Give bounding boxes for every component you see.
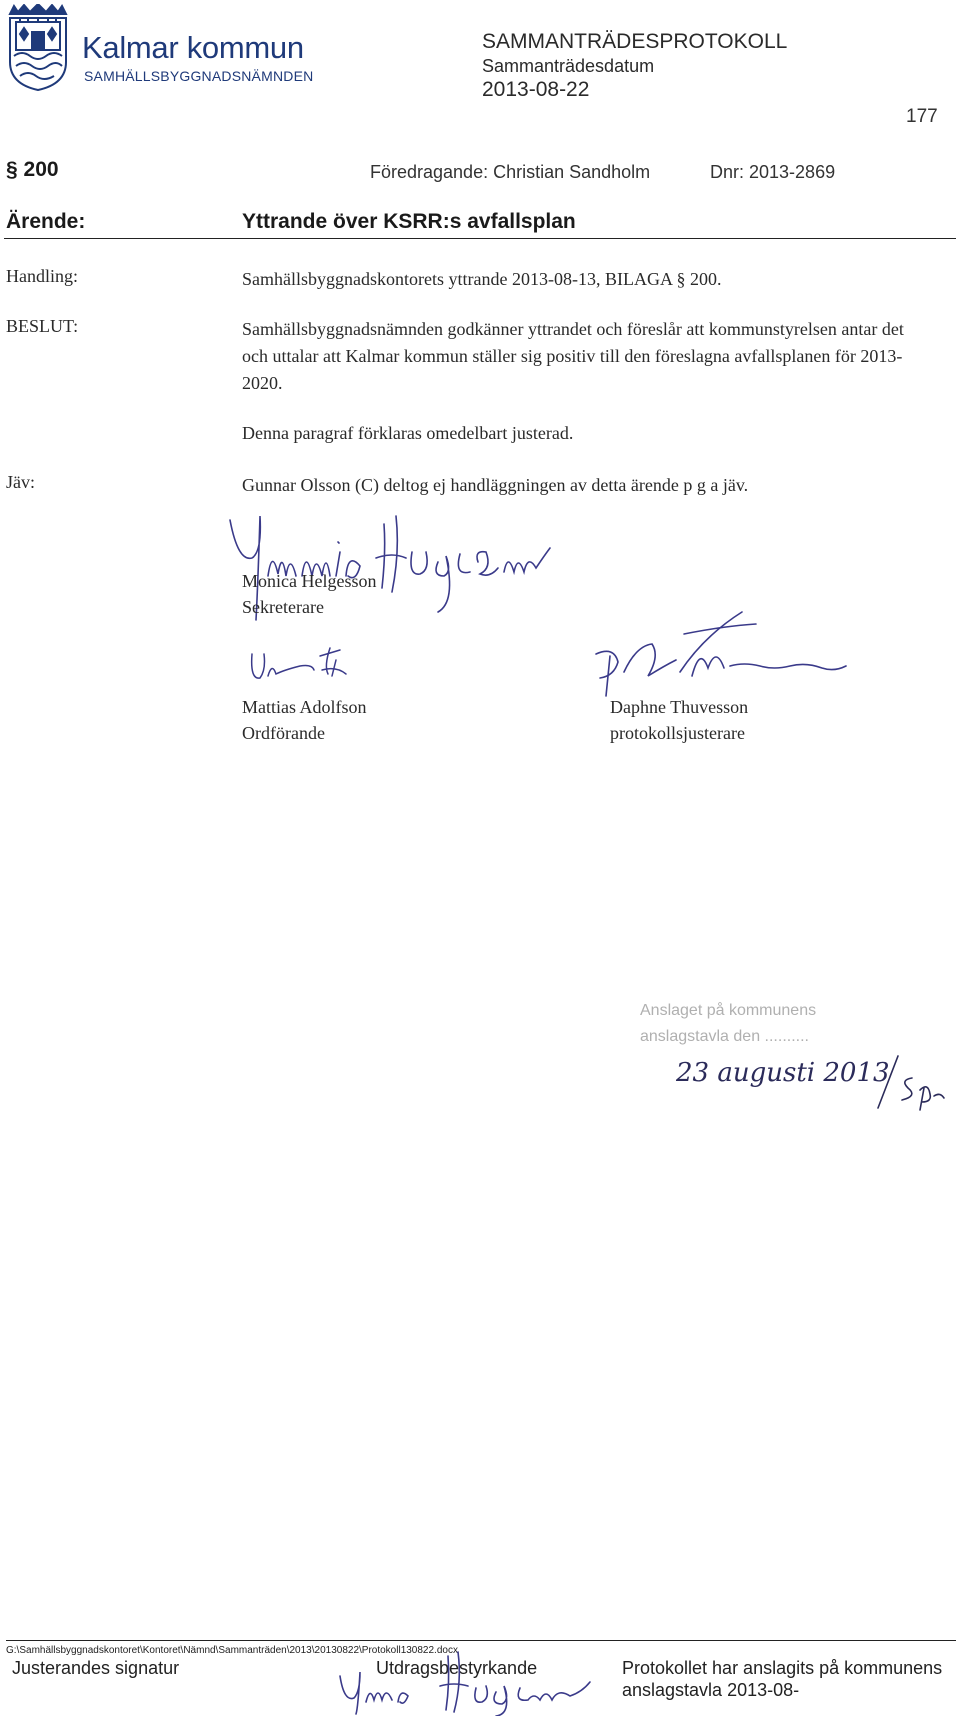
stamp-initials-signature — [872, 1052, 948, 1112]
adjuster-block — [610, 694, 748, 746]
stamp-handwritten-date: 23 augusti 2013 — [676, 1058, 890, 1088]
secretary-name: Monica Helgesson — [242, 571, 377, 591]
paragraph-number: § 200 — [6, 158, 59, 181]
stamp-line-1: Anslaget på kommunens — [640, 1002, 817, 1019]
jav-text: Gunnar Olsson (C) deltog ej handläggningen av detta ärende p g a jäv. — [242, 475, 749, 495]
beslut-label: BESLUT: — [6, 316, 79, 336]
stamp-line-2: anslagstavla den .......... — [640, 1028, 809, 1045]
arende-underline — [4, 238, 956, 239]
document-type: SAMMANTRÄDESPROTOKOLL — [482, 30, 788, 53]
beslut-text: Samhällsbyggnadsnämnden godkänner yttrandet och föreslår att kommunstyrelsen antar det och uttalar att Kalmar kommun ställer sig positiv till den föreslagna avfallsplanen för 2013-2020. — [242, 319, 904, 393]
department-name: SAMHÄLLSBYGGNADSNÄMNDEN — [84, 68, 314, 84]
meeting-date: 2013-08-22 — [482, 78, 590, 101]
posted-notice-line-1: Protokollet har anslagits på kommunens — [622, 1658, 943, 1678]
organization-name: Kalmar kommun — [82, 30, 304, 65]
adjuster-role: protokollsjusterare — [610, 723, 745, 743]
chair-role: Ordförande — [242, 723, 325, 743]
justerad-statement: Denna paragraf förklaras omedelbart justerad. — [242, 423, 574, 443]
posting-stamp — [640, 998, 816, 1050]
secretary-role: Sekreterare — [242, 597, 324, 617]
extract-certification-label: Utdragsbestyrkande — [376, 1658, 538, 1678]
handling-label: Handling: — [6, 266, 78, 286]
chair-block — [242, 694, 367, 746]
chair-handwritten-signature — [244, 640, 364, 696]
footer-handwritten-signature — [330, 1652, 640, 1716]
posted-notice-line-2: anslagstavla 2013-08- — [622, 1680, 800, 1700]
meeting-date-label: Sammanträdesdatum — [482, 56, 655, 76]
kalmar-coat-of-arms-logo — [4, 4, 72, 92]
secretary-block — [242, 568, 376, 620]
file-path: G:\Samhällsbyggnadskontoret\Kontoret\Nämnd\Sammanträden\2013\20130822\Protokoll130822.docx — [6, 1645, 458, 1656]
footer-rule — [6, 1640, 956, 1641]
chair-name: Mattias Adolfson — [242, 697, 367, 717]
adjuster-handwritten-signature — [584, 606, 854, 700]
jav-label: Jäv: — [6, 472, 35, 492]
handling-text: Samhällsbyggnadskontorets yttrande 2013-08-13, BILAGA § 200. — [242, 269, 722, 289]
presenter: Föredragande: Christian Sandholm — [370, 162, 651, 182]
diary-number: Dnr: 2013-2869 — [710, 162, 836, 182]
arende-label: Ärende: — [6, 210, 86, 233]
arende-title: Yttrande över KSRR:s avfallsplan — [242, 210, 576, 233]
adjuster-name: Daphne Thuvesson — [610, 697, 749, 717]
page-number: 177 — [906, 106, 938, 127]
signatures-label: Justerandes signatur — [12, 1658, 180, 1678]
